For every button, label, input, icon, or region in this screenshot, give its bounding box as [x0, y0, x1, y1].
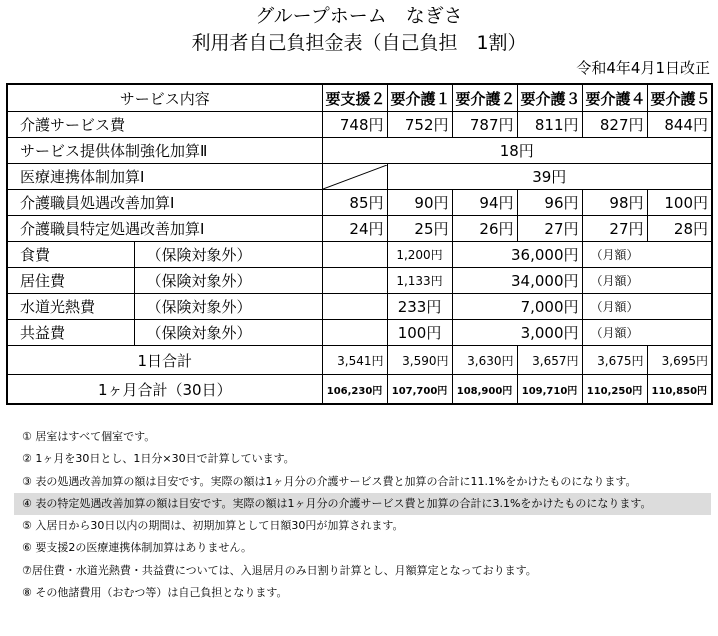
empty-cell — [322, 268, 387, 294]
row-label: 共益費 — [7, 320, 134, 346]
column-header-care-1: 要介護１ — [387, 84, 452, 112]
note-item: ⑤ 入居日から30日以内の期間は、初期加算として日額30円が加算されます。 — [22, 519, 404, 533]
table-row-daily-total — [7, 346, 712, 375]
row-label: 医療連携体制加算Ⅰ — [7, 164, 322, 190]
note-item: ⑥ 要支援2の医療連携体制加算はありません。 — [22, 541, 253, 555]
table-cell: 27円 — [517, 216, 582, 242]
table-cell: 3,675円 — [582, 346, 647, 375]
table-row-utilities — [7, 294, 712, 320]
table-row-specific-treatment-improvement — [7, 216, 712, 242]
table-cell: 18円 — [322, 138, 712, 164]
monthly-amount: 7,000円 — [452, 294, 582, 320]
empty-cell — [322, 320, 387, 346]
table-cell: 107,700円 — [387, 375, 452, 405]
empty-cell — [322, 294, 387, 320]
page-title: 利用者自己負担金表（自己負担 1割） — [191, 32, 527, 54]
column-header-service: サービス内容 — [7, 84, 322, 112]
row-label: 介護職員処遇改善加算Ⅰ — [7, 190, 322, 216]
monthly-label: （月額） — [582, 294, 712, 320]
table-header-row — [7, 84, 712, 112]
table-row-medical-coordination — [7, 164, 712, 190]
table-row-monthly-total — [7, 375, 712, 405]
diagonal-line — [323, 165, 387, 189]
not-applicable-cell — [322, 164, 387, 190]
table-cell: 3,695円 — [647, 346, 712, 375]
table-cell: 98円 — [582, 190, 647, 216]
empty-cell — [322, 242, 387, 268]
table-cell: 3,590円 — [387, 346, 452, 375]
table-cell: 748円 — [322, 112, 387, 138]
facility-name: グループホーム なぎさ — [255, 5, 463, 27]
table-cell: 108,900円 — [452, 375, 517, 405]
row-label: 居住費 — [7, 268, 134, 294]
table-row-housing — [7, 268, 712, 294]
note-item-highlighted: ④ 表の特定処遇改善加算の額は目安です。実際の額は1ヶ月分の介護サービス費と加算の合計に3.1%をかけたものになります。 — [14, 493, 711, 515]
row-note: （保険対象外） — [134, 268, 322, 294]
note-item: ⑧ その他諸費用（おむつ等）は自己負担となります。 — [22, 586, 288, 600]
table-row-meals — [7, 242, 712, 268]
row-label: 介護サービス費 — [7, 112, 322, 138]
table-cell: 94円 — [452, 190, 517, 216]
table-cell: 110,850円 — [647, 375, 712, 405]
note-item: ③ 表の処遇改善加算の額は目安です。実際の額は1ヶ月分の介護サービス費と加算の合計に11.1%をかけたものになります。 — [22, 474, 637, 488]
table-cell: 96円 — [517, 190, 582, 216]
table-cell: 110,250円 — [582, 375, 647, 405]
row-note: （保険対象外） — [134, 294, 322, 320]
table-cell: 26円 — [452, 216, 517, 242]
table-cell: 827円 — [582, 112, 647, 138]
row-label: サービス提供体制強化加算Ⅱ — [7, 138, 322, 164]
column-header-care-4: 要介護４ — [582, 84, 647, 112]
table-row-treatment-improvement — [7, 190, 712, 216]
table-cell: 811円 — [517, 112, 582, 138]
monthly-label: （月額） — [582, 242, 712, 268]
table-cell: 3,630円 — [452, 346, 517, 375]
table-cell: 109,710円 — [517, 375, 582, 405]
table-cell: 106,230円 — [322, 375, 387, 405]
table-cell: 752円 — [387, 112, 452, 138]
table-cell: 100円 — [647, 190, 712, 216]
monthly-label: （月額） — [582, 268, 712, 294]
table-cell: 3,657円 — [517, 346, 582, 375]
monthly-amount: 36,000円 — [452, 242, 582, 268]
note-item: ① 居室はすべて個室です。 — [22, 430, 156, 443]
daily-amount: 1,133円 — [387, 268, 452, 294]
table-cell: 25円 — [387, 216, 452, 242]
daily-amount: 233円 — [387, 294, 452, 320]
note-item: ⑦居住費・水道光熱費・共益費については、入退居月のみ日割り計算とし、月額算定となっております。 — [22, 563, 537, 577]
column-header-care-2: 要介護２ — [452, 84, 517, 112]
table-cell: 27円 — [582, 216, 647, 242]
daily-amount: 100円 — [387, 320, 452, 346]
row-note: （保険対象外） — [134, 242, 322, 268]
table-cell: 39円 — [387, 164, 712, 190]
revision-date: 令和4年4月1日改正 — [576, 59, 710, 77]
row-note: （保険対象外） — [134, 320, 322, 346]
row-label: 食費 — [7, 242, 134, 268]
column-header-support-2: 要支援２ — [322, 84, 387, 112]
row-label: 水道光熱費 — [7, 294, 134, 320]
table-cell: 24円 — [322, 216, 387, 242]
table-cell: 844円 — [647, 112, 712, 138]
table-cell: 90円 — [387, 190, 452, 216]
column-header-care-3: 要介護３ — [517, 84, 582, 112]
table-row-care-service-fee — [7, 112, 712, 138]
table-row-service-system-addition — [7, 138, 712, 164]
monthly-amount: 3,000円 — [452, 320, 582, 346]
column-header-care-5: 要介護５ — [647, 84, 712, 112]
notes-list — [14, 426, 711, 604]
row-label: 介護職員特定処遇改善加算Ⅰ — [7, 216, 322, 242]
table-cell: 85円 — [322, 190, 387, 216]
fee-table — [6, 83, 713, 405]
monthly-amount: 34,000円 — [452, 268, 582, 294]
table-cell: 787円 — [452, 112, 517, 138]
daily-amount: 1,200円 — [387, 242, 452, 268]
table-cell: 28円 — [647, 216, 712, 242]
row-label: 1ヶ月合計（30日） — [7, 375, 322, 405]
table-row-common — [7, 320, 712, 346]
row-label: 1日合計 — [7, 346, 322, 375]
monthly-label: （月額） — [582, 320, 712, 346]
table-cell: 3,541円 — [322, 346, 387, 375]
note-item: ② 1ヶ月を30日とし、1日分×30日で計算しています。 — [22, 452, 295, 466]
